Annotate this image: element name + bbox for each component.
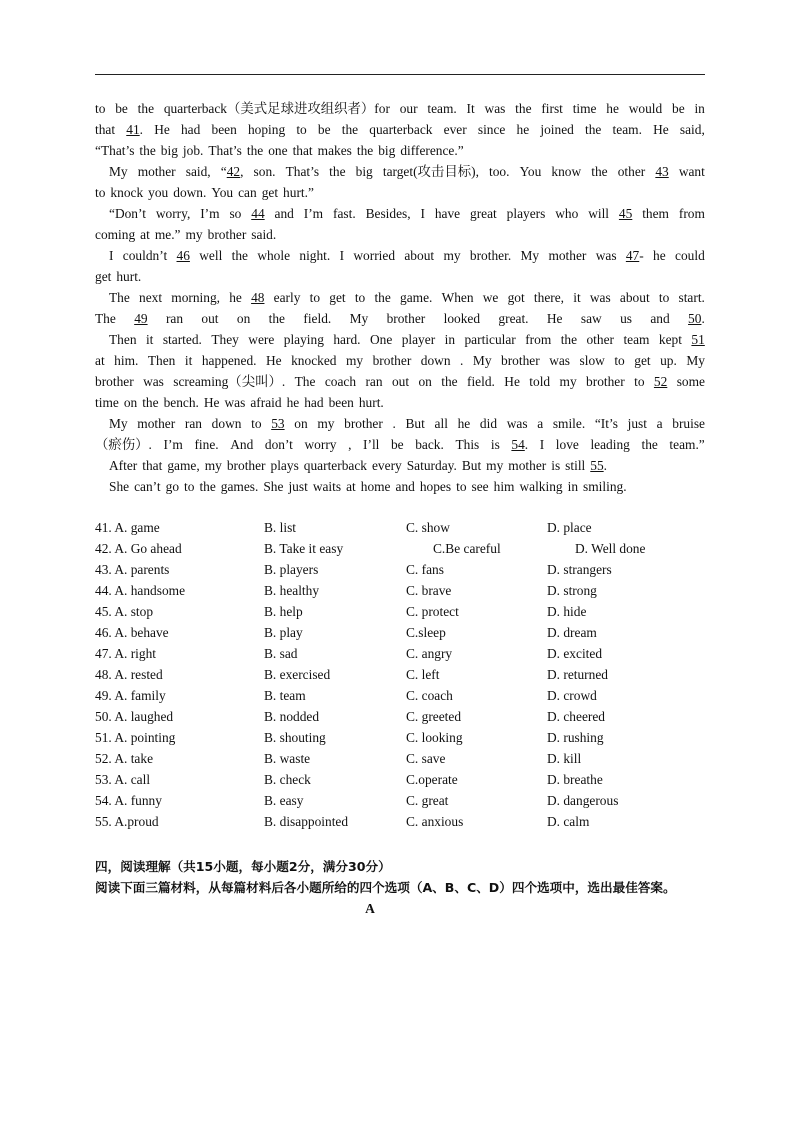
passage-line: to knock you down. You can get hurt.”: [95, 185, 314, 200]
question-row: [95, 769, 715, 790]
option-a: 41. A. game: [95, 520, 160, 535]
question-row: [95, 790, 715, 811]
option-d: D. excited: [547, 646, 603, 661]
option-b: B. check: [264, 772, 311, 787]
option-a: 53. A. call: [95, 772, 151, 787]
option-c: C.Be careful: [433, 541, 501, 556]
option-c: C. anxious: [406, 814, 464, 829]
option-d: D. Well done: [575, 541, 646, 556]
option-a: 50. A. laughed: [95, 709, 174, 724]
option-c: C.operate: [406, 772, 458, 787]
passage-line: brother was screaming（尖叫）. The coach ran out on the field. He told my brother to 52 some: [95, 374, 705, 389]
question-row: [95, 601, 715, 622]
option-d: D. strong: [547, 583, 597, 598]
option-b: B. shouting: [264, 730, 326, 745]
option-a: 46. A. behave: [95, 625, 169, 640]
passage-line: The next morning, he 48 early to get to the game. When we got there, it was about to start.: [109, 290, 705, 305]
option-d: D. crowd: [547, 688, 597, 703]
option-a: 44. A. handsome: [95, 583, 186, 598]
option-b: B. Take it easy: [264, 541, 344, 556]
option-b: B. easy: [264, 793, 304, 808]
reading-section: [95, 856, 715, 919]
passage-line: After that game, my brother plays quarterback every Saturday. But my mother is still 55.: [109, 458, 608, 473]
passage-line: She can’t go to the games. She just waits at home and hopes to see him walking in smiling.: [109, 479, 627, 494]
question-row: [95, 706, 715, 727]
passage-line: I couldn’t 46 well the whole night. I worried about my brother. My mother was 47- he could: [109, 248, 705, 263]
passage-line: （瘀伤）. I’m fine. And don’t worry , I’ll be back. This is 54. I love leading the team.”: [95, 437, 705, 452]
option-c: C.sleep: [406, 625, 446, 640]
option-d: D. returned: [547, 667, 608, 682]
passage-line: “Don’t worry, I’m so 44 and I’m fast. Besides, I have great players who will 45 them from: [109, 206, 705, 221]
question-row: [95, 748, 715, 769]
option-a: 47. A. right: [95, 646, 157, 661]
option-d: D. calm: [547, 814, 590, 829]
option-c: C. brave: [406, 583, 452, 598]
option-b: B. disappointed: [264, 814, 349, 829]
option-c: C. save: [406, 751, 446, 766]
option-c: C. great: [406, 793, 449, 808]
part-label: A: [365, 901, 375, 916]
passage-line: to be the quarterback（美式足球进攻组织者）for our team. It was the first time he would be in: [95, 101, 705, 116]
passage-line: that 41. He had been hoping to be the quarterback ever since he joined the team. He said,: [95, 122, 705, 137]
option-c: C. looking: [406, 730, 463, 745]
passage-line: The 49 ran out on the field. My brother looked great. He saw us and 50.: [95, 311, 705, 326]
option-a: 43. A. parents: [95, 562, 170, 577]
question-row: [95, 517, 715, 538]
option-b: B. play: [264, 625, 303, 640]
question-row: [95, 664, 715, 685]
passage-line: time on the bench. He was afraid he had been hurt.: [95, 395, 384, 410]
option-d: D. breathe: [547, 772, 603, 787]
option-b: B. exercised: [264, 667, 331, 682]
question-row: [95, 622, 715, 643]
passage-line: “That’s the big job. That’s the one that makes the big difference.”: [95, 143, 464, 158]
option-d: D. strangers: [547, 562, 612, 577]
option-c: C. angry: [406, 646, 453, 661]
option-b: B. help: [264, 604, 303, 619]
option-b: B. team: [264, 688, 306, 703]
option-b: B. list: [264, 520, 296, 535]
option-b: B. healthy: [264, 583, 320, 598]
option-a: 49. A. family: [95, 688, 166, 703]
option-c: C. show: [406, 520, 450, 535]
option-c: C. greeted: [406, 709, 462, 724]
question-row: [95, 811, 715, 832]
section-instruction: 阅读下面三篇材料，从每篇材料后各小题所给的四个选项（A、B、C、D）四个选项中，选出最佳答案。: [95, 880, 676, 895]
option-a: 52. A. take: [95, 751, 154, 766]
question-row: [95, 538, 715, 559]
section-heading: 四，阅读理解（共15小题，每小题2分，满分30分）: [95, 859, 391, 874]
question-row: [95, 685, 715, 706]
passage-line: get hurt.: [95, 269, 142, 284]
passage-line: coming at me.” my brother said.: [95, 227, 277, 242]
options-list: [95, 517, 715, 832]
option-d: D. dangerous: [547, 793, 619, 808]
option-d: D. dream: [547, 625, 597, 640]
option-d: D. rushing: [547, 730, 604, 745]
option-a: 48. A. rested: [95, 667, 163, 682]
option-d: D. kill: [547, 751, 582, 766]
passage-line: Then it started. They were playing hard. One player in particular from the other team kept 51: [109, 332, 705, 347]
top-rule: [95, 74, 705, 75]
option-c: C. fans: [406, 562, 444, 577]
question-row: [95, 559, 715, 580]
question-row: [95, 727, 715, 748]
option-c: C. protect: [406, 604, 459, 619]
cloze-passage: [95, 98, 705, 497]
option-b: B. players: [264, 562, 319, 577]
option-b: B. nodded: [264, 709, 320, 724]
option-d: D. place: [547, 520, 592, 535]
option-a: 55. A.proud: [95, 814, 159, 829]
passage-line: My mother ran down to 53 on my brother . But all he did was a smile. “It’s just a bruise: [109, 416, 705, 431]
option-c: C. coach: [406, 688, 453, 703]
question-row: [95, 580, 715, 601]
question-row: [95, 643, 715, 664]
option-d: D. hide: [547, 604, 587, 619]
passage-line: at him. Then it happened. He knocked my brother down . My brother was slow to get up. My: [95, 353, 705, 368]
option-a: 54. A. funny: [95, 793, 162, 808]
option-a: 51. A. pointing: [95, 730, 176, 745]
passage-line: My mother said, “42, son. That’s the big target(攻击目标), too. You know the other 43 want: [109, 164, 705, 179]
option-c: C. left: [406, 667, 440, 682]
option-b: B. waste: [264, 751, 311, 766]
option-a: 45. A. stop: [95, 604, 154, 619]
option-d: D. cheered: [547, 709, 605, 724]
option-b: B. sad: [264, 646, 298, 661]
option-a: 42. A. Go ahead: [95, 541, 182, 556]
